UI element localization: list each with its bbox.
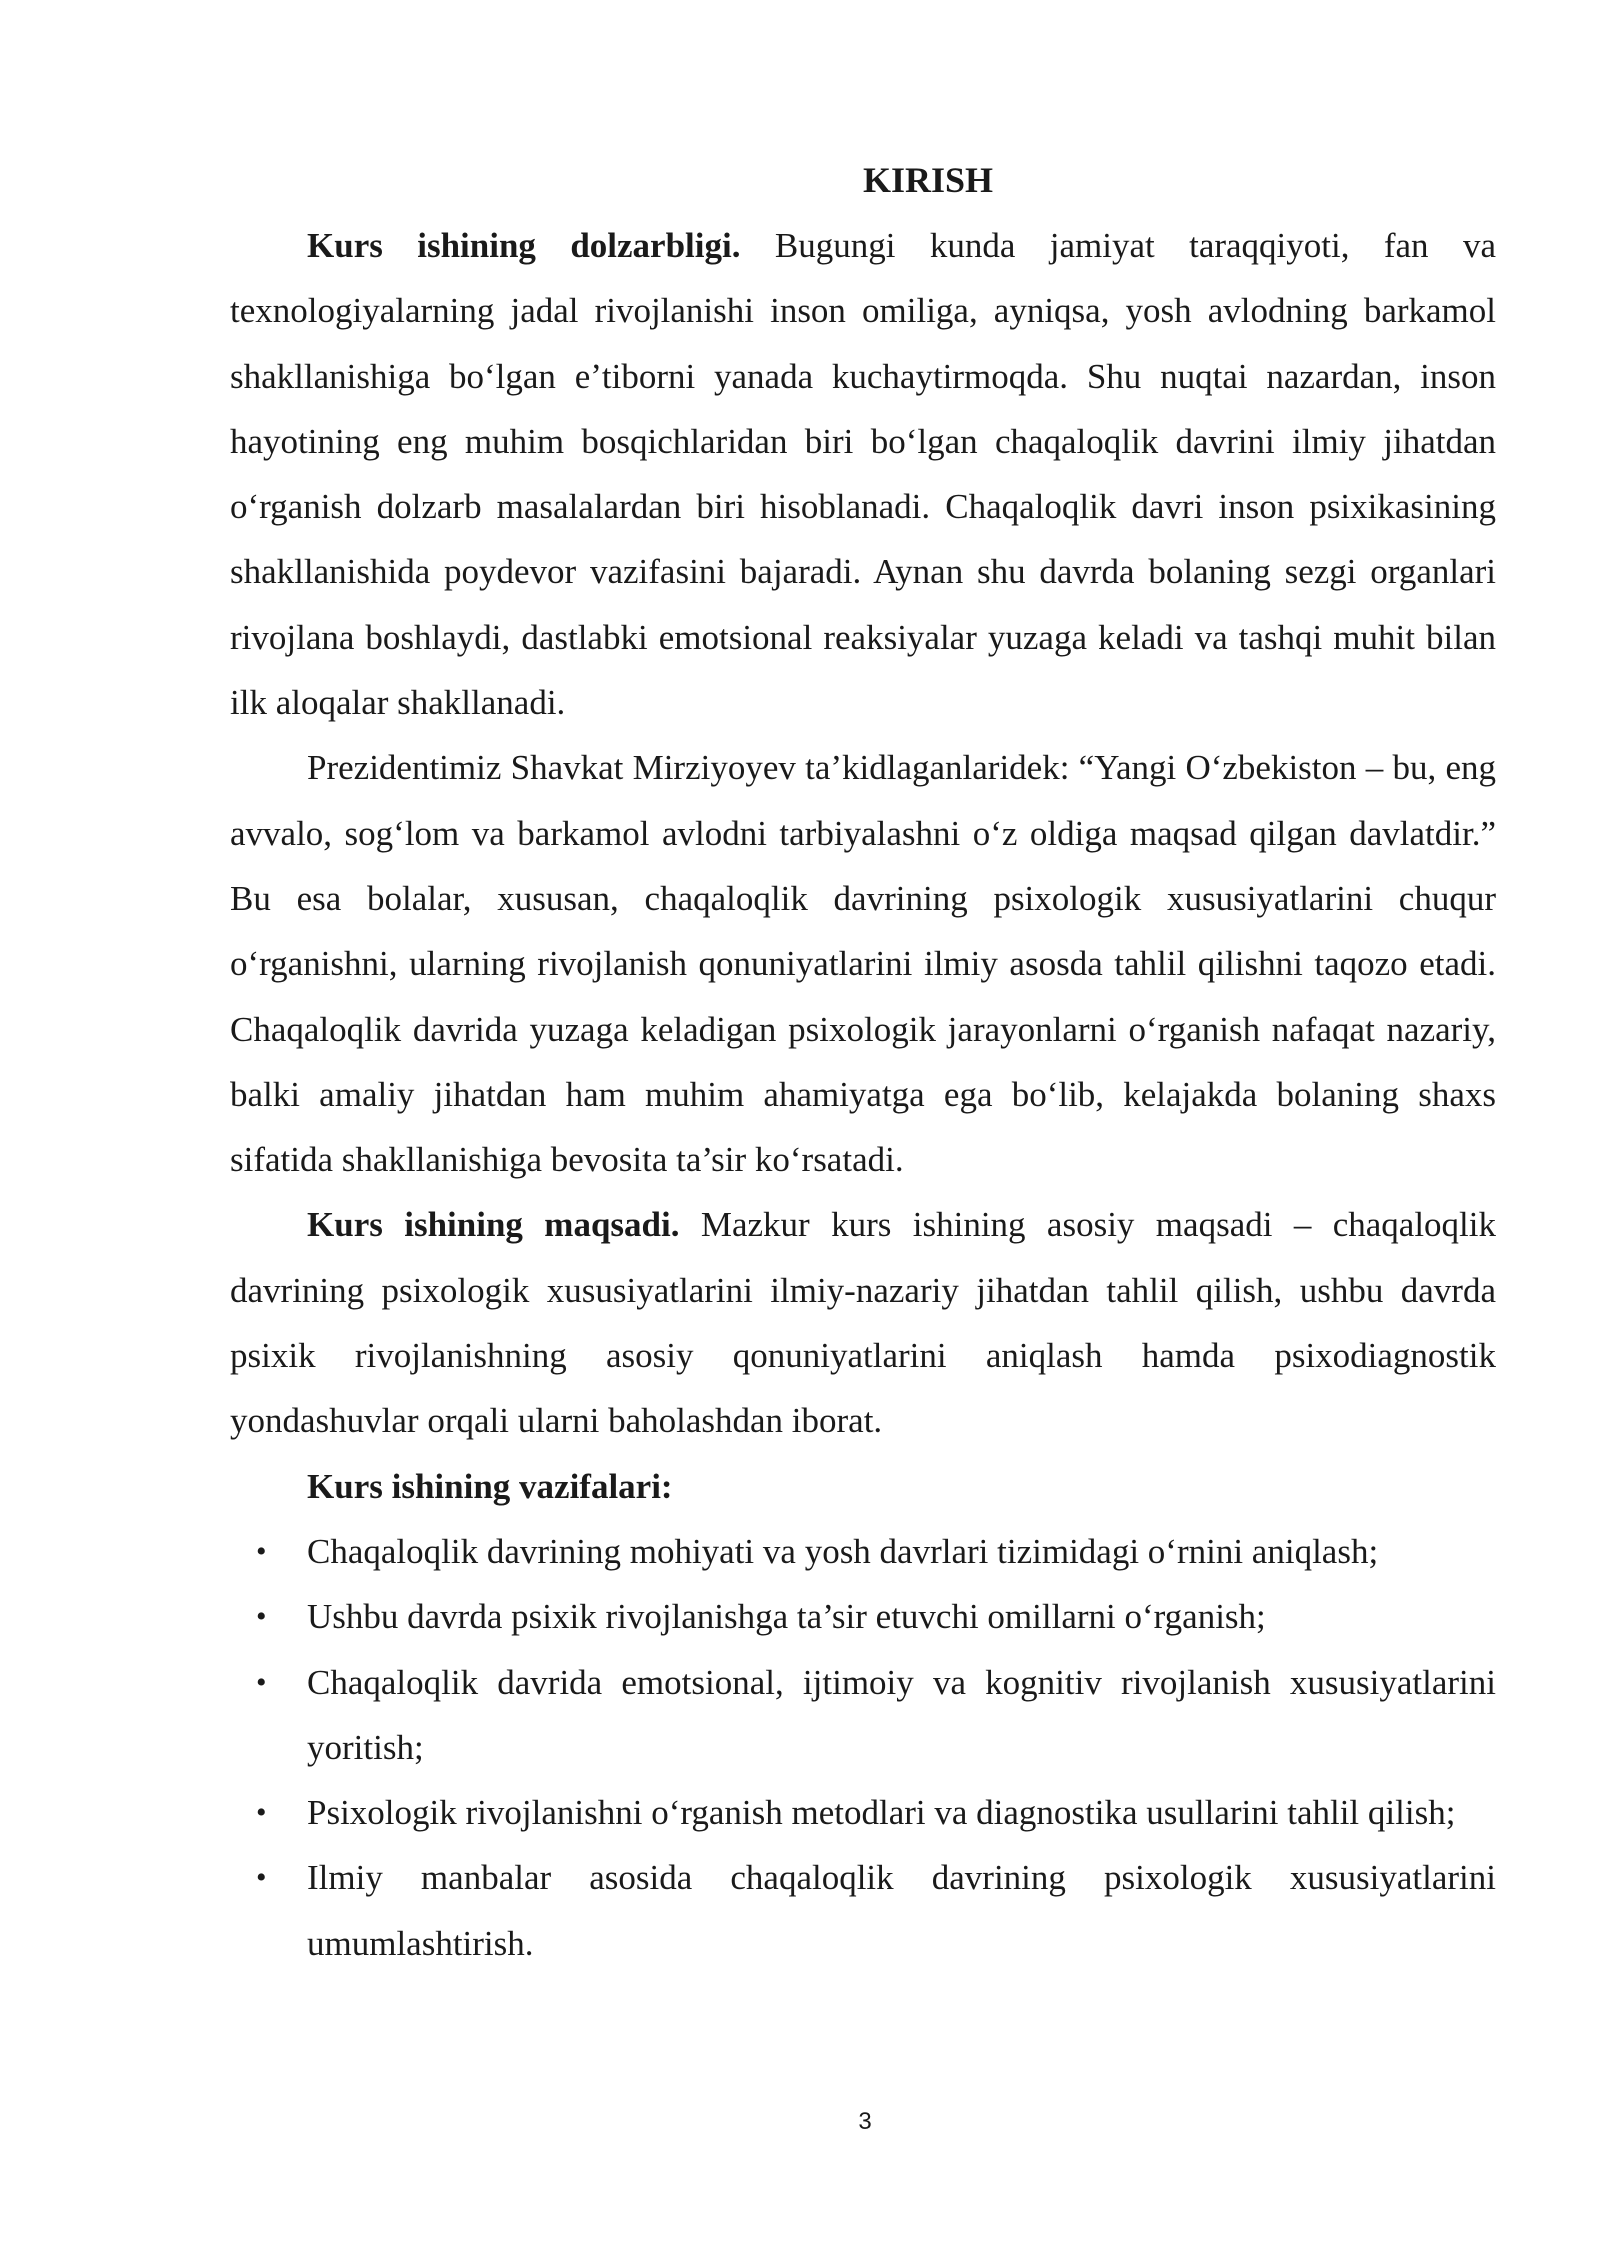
task-text: Chaqaloqlik davrining mohiyati va yosh davrlari tizimidagi oʻrnini aniqlash;	[307, 1531, 1379, 1571]
task-item	[230, 1519, 1496, 1584]
bullet-icon: •	[256, 1534, 267, 1568]
goal-heading: Kurs ishining maqsadi.	[307, 1205, 680, 1245]
goal-text: Mazkur kurs ishining asosiy maqsadi – chaqaloqlik davrining psixologik xususiyatlarini ilmiy-nazariy jihatdan tahlil qilish, ushbu davrda psixik rivojlanishning asosiy qonuniyatlarini aniqlash hamda psixodiagnostik yondashuvlar orqali ularni baholashdan iborat.	[230, 1205, 1496, 1441]
president-quote-paragraph: Prezidentimiz Shavkat Mirziyoyev ta’kidlaganlaridek: “Yangi Oʻzbekiston – bu, eng avvalo, sogʻlom va barkamol avlodni tarbiyalashni oʻz oldiga maqsad qilgan davlatdir.” Bu esa bolalar, xususan, chaqaloqlik davrining psixologik xususiyatlarini chuqur oʻrganishni, ularning rivojlanish qonuniyatlarini ilmiy asosda tahlil qilishni taqozo etadi. Chaqaloqlik davrida yuzaga keladigan psixologik jarayonlarni oʻrganish nafaqat nazariy, balki amaliy jihatdan ham muhim ahamiyatga ega boʻlib, kelajakda bolaning shaxs sifatida shakllanishiga bevosita ta’sir koʻrsatadi.	[230, 748, 1496, 1180]
bullet-icon: •	[256, 1600, 267, 1634]
bullet-icon: •	[256, 1796, 267, 1830]
task-item	[230, 1584, 1496, 1649]
task-item	[230, 1845, 1496, 1976]
task-text: Chaqaloqlik davrida emotsional, ijtimoiy va kognitiv rivojlanish xususiyatlarini yoritish;	[307, 1662, 1496, 1767]
relevance-heading: Kurs ishining dolzarbligi.	[307, 226, 741, 265]
task-text: Psixologik rivojlanishni oʻrganish metodlari va diagnostika usullarini tahlil qilish;	[307, 1793, 1456, 1833]
task-item	[230, 1650, 1496, 1781]
bullet-icon: •	[256, 1665, 267, 1699]
task-text: Ushbu davrda psixik rivojlanishga ta’sir etuvchi omillarni oʻrganish;	[307, 1597, 1266, 1637]
page-number: 3	[858, 2108, 872, 2135]
task-item	[230, 1780, 1496, 1845]
document-page	[230, 148, 1496, 1976]
section-title: KIRISH	[862, 160, 994, 200]
goal-paragraph	[230, 1192, 1496, 1453]
tasks-heading: Kurs ishining vazifalari:	[307, 1466, 673, 1506]
bullet-icon: •	[256, 1861, 267, 1895]
task-text: Ilmiy manbalar asosida chaqaloqlik davrining psixologik xususiyatlarini umumlashtirish.	[307, 1858, 1496, 1963]
tasks-list	[230, 1519, 1496, 1976]
relevance-text: Bugungi kunda jamiyat taraqqiyoti, fan va texnologiyalarning jadal rivojlanishi inson omiliga, ayniqsa, yosh avlodning barkamol shakllanishiga boʻlgan eʼtiborni yanada kuchaytirmoqda. Shu nuqtai nazardan, inson hayotining eng muhim bosqichlaridan biri boʻlgan chaqaloqlik davrini ilmiy jihatdan oʻrganish dolzarb masalalardan biri hisoblanadi. Chaqaloqlik davri inson psixikasining shakllanishida poydevor vazifasini bajaradi. Aynan shu davrda bolaning sezgi organlari rivojlana boshlaydi, dastlabki emotsional reaksiyalar yuzaga keladi va tashqi muhit bilan ilk aloqalar shakllanadi.	[230, 226, 1496, 723]
relevance-paragraph	[230, 213, 1496, 735]
